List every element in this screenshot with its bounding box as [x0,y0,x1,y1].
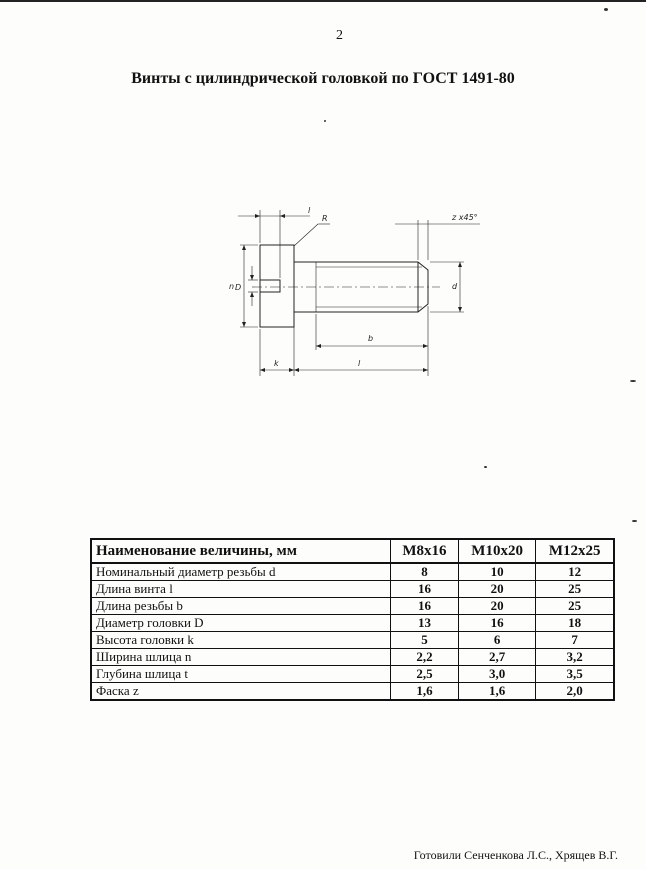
row-value: 2,0 [536,683,614,701]
row-value: 7 [536,632,614,649]
label-R: R [322,214,328,223]
label-l-top: l [308,206,311,215]
page-title: Винты с цилиндрической головкой по ГОСТ 1491-80 [131,70,515,87]
row-value: 3,0 [458,666,535,683]
scan-speck [632,520,637,522]
row-value: 3,2 [536,649,614,666]
label-b: b [368,334,374,343]
label-l-bottom: l [358,359,361,368]
row-name: Длина винта l [91,581,391,598]
row-value: 25 [536,598,614,615]
row-value: 2,5 [391,666,459,683]
table-row [91,563,614,581]
screw-slot [260,280,280,292]
header-col: M10x20 [458,539,535,563]
row-value: 16 [391,598,459,615]
scan-speck [630,380,636,382]
row-value: 3,5 [536,666,614,683]
scan-speck [484,466,487,468]
label-n: n [229,282,235,291]
label-k: k [274,359,279,368]
top-border-line [0,0,646,2]
header-col: M12x25 [536,539,614,563]
table-row [91,632,614,649]
row-value: 12 [536,563,614,581]
table-row [91,666,614,683]
table-row [91,615,614,632]
row-value: 13 [391,615,459,632]
row-name: Диаметр головки D [91,615,391,632]
row-name: Ширина шлица n [91,649,391,666]
row-value: 2,7 [458,649,535,666]
row-value: 18 [536,615,614,632]
table-row [91,683,614,701]
table-row [91,598,614,615]
row-value: 16 [458,615,535,632]
row-value: 2,2 [391,649,459,666]
footer-credits: Готовили Сенченкова Л.С., Хрящев В.Г. [413,848,618,862]
row-value: 20 [458,598,535,615]
scan-speck [604,8,608,11]
header-name: Наименование величины, мм [91,539,391,563]
scan-speck [324,120,326,122]
screw-drawing [190,200,480,380]
row-value: 10 [458,563,535,581]
label-D: D [235,283,242,292]
table-row [91,649,614,666]
row-value: 20 [458,581,535,598]
row-value: 1,6 [458,683,535,701]
row-name: Длина резьбы b [91,598,391,615]
label-d: d [452,282,458,291]
row-name: Фаска z [91,683,391,701]
row-name: Номинальный диаметр резьбы d [91,563,391,581]
row-value: 5 [391,632,459,649]
table-row [91,581,614,598]
label-chamfer: z x45° [452,213,478,222]
page-number: 2 [336,28,343,43]
row-name: Глубина шлица t [91,666,391,683]
header-col: M8x16 [391,539,459,563]
row-value: 1,6 [391,683,459,701]
spec-table [90,538,615,701]
row-value: 25 [536,581,614,598]
row-value: 16 [391,581,459,598]
row-name: Высота головки k [91,632,391,649]
row-value: 6 [458,632,535,649]
table-header-row [91,539,614,563]
row-value: 8 [391,563,459,581]
